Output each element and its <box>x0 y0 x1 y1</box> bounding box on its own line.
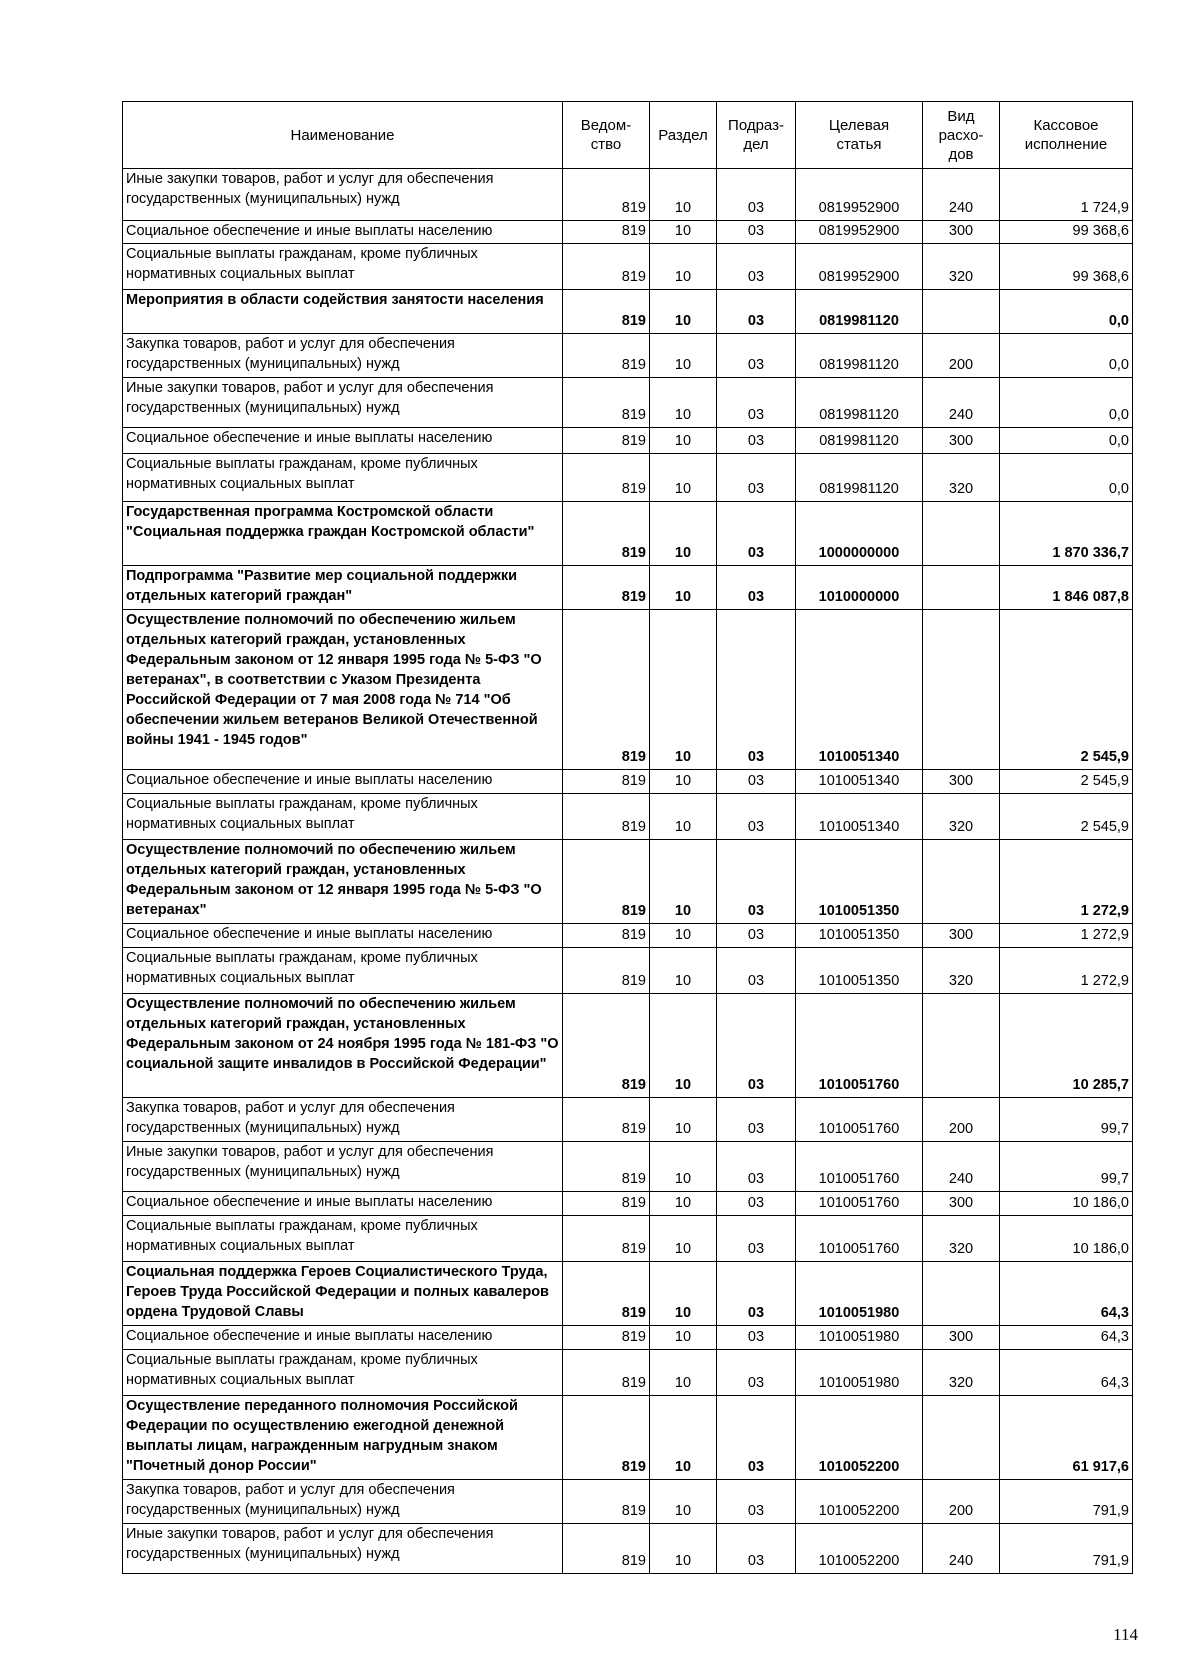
cell-vedomstvo: 819 <box>563 1524 650 1574</box>
table-row <box>123 428 1133 454</box>
cell-razdel: 10 <box>650 1480 717 1524</box>
cell-name <box>123 221 563 244</box>
cell-vedomstvo: 819 <box>563 770 650 794</box>
cell-vid-rashodov: 240 <box>923 1524 1000 1574</box>
cell-razdel: 10 <box>650 794 717 840</box>
cell-vedomstvo: 819 <box>563 1142 650 1192</box>
cell-podrazdel: 03 <box>717 840 796 924</box>
cell-razdel: 10 <box>650 1262 717 1326</box>
cell-kassovoe-ispolnenie: 64,3 <box>1000 1262 1133 1326</box>
cell-name <box>123 428 563 454</box>
cell-name <box>123 169 563 221</box>
cell-podrazdel: 03 <box>717 1262 796 1326</box>
cell-vid-rashodov <box>923 290 1000 334</box>
cell-razdel: 10 <box>650 502 717 566</box>
cell-celevaya-statya: 1010051980 <box>796 1326 923 1350</box>
cell-celevaya-statya: 1010051760 <box>796 1098 923 1142</box>
cell-podrazdel: 03 <box>717 290 796 334</box>
cell-podrazdel: 03 <box>717 1192 796 1216</box>
row-name-text: Социальное обеспечение и иные выплаты населению <box>126 430 493 446</box>
cell-razdel: 10 <box>650 169 717 221</box>
row-name-text: Социальные выплаты гражданам, кроме публичных нормативных социальных выплат <box>126 246 478 282</box>
cell-celevaya-statya: 0819981120 <box>796 290 923 334</box>
cell-vid-rashodov: 240 <box>923 1142 1000 1192</box>
cell-name <box>123 502 563 566</box>
row-name-text: Социальные выплаты гражданам, кроме публичных нормативных социальных выплат <box>126 796 478 832</box>
row-name-text: Иные закупки товаров, работ и услуг для обеспечения государственных (муниципальных) нужд <box>126 380 494 416</box>
row-name-text: Осуществление полномочий по обеспечению жильем отдельных категорий граждан, установленных Федеральным законом от 24 ноября 1995 года № 181-ФЗ "О социальной защите инвалидов в Российской Федерации" <box>126 996 559 1072</box>
cell-celevaya-statya: 0819981120 <box>796 334 923 378</box>
cell-vedomstvo: 819 <box>563 169 650 221</box>
table-row <box>123 794 1133 840</box>
cell-vedomstvo: 819 <box>563 1350 650 1396</box>
table-row <box>123 1098 1133 1142</box>
cell-kassovoe-ispolnenie: 2 545,9 <box>1000 770 1133 794</box>
row-name-text: Социальное обеспечение и иные выплаты населению <box>126 926 493 942</box>
header-vid-rashodov: Вид расхо- дов <box>923 102 1000 169</box>
cell-kassovoe-ispolnenie: 10 186,0 <box>1000 1192 1133 1216</box>
cell-podrazdel: 03 <box>717 334 796 378</box>
cell-name <box>123 454 563 502</box>
row-name-text: Осуществление переданного полномочия Российской Федерации по осуществлению ежегодной денежной выплаты лицам, награжденным нагрудным знаком "Почетный донор России" <box>126 1398 518 1474</box>
cell-vid-rashodov: 300 <box>923 1192 1000 1216</box>
cell-kassovoe-ispolnenie: 61 917,6 <box>1000 1396 1133 1480</box>
cell-razdel: 10 <box>650 244 717 290</box>
cell-kassovoe-ispolnenie: 0,0 <box>1000 428 1133 454</box>
table-row <box>123 502 1133 566</box>
cell-vid-rashodov: 300 <box>923 221 1000 244</box>
header-name: Наименование <box>123 102 563 169</box>
table-row <box>123 610 1133 770</box>
cell-kassovoe-ispolnenie: 0,0 <box>1000 378 1133 428</box>
cell-name <box>123 840 563 924</box>
row-name-text: Иные закупки товаров, работ и услуг для обеспечения государственных (муниципальных) нужд <box>126 1526 494 1562</box>
cell-kassovoe-ispolnenie: 1 846 087,8 <box>1000 566 1133 610</box>
cell-kassovoe-ispolnenie: 99,7 <box>1000 1098 1133 1142</box>
header-vedomstvo: Ведом- ство <box>563 102 650 169</box>
table-body <box>123 169 1133 1574</box>
cell-vedomstvo: 819 <box>563 502 650 566</box>
table-row <box>123 994 1133 1098</box>
table-row <box>123 169 1133 221</box>
cell-razdel: 10 <box>650 1098 717 1142</box>
row-name-text: Социальные выплаты гражданам, кроме публичных нормативных социальных выплат <box>126 950 478 986</box>
cell-vid-rashodov <box>923 840 1000 924</box>
cell-name <box>123 770 563 794</box>
cell-name <box>123 924 563 948</box>
cell-celevaya-statya: 1010052200 <box>796 1480 923 1524</box>
cell-vid-rashodov <box>923 1396 1000 1480</box>
cell-vedomstvo: 819 <box>563 1326 650 1350</box>
cell-celevaya-statya: 1010051760 <box>796 1216 923 1262</box>
cell-name <box>123 794 563 840</box>
cell-celevaya-statya: 1010052200 <box>796 1524 923 1574</box>
cell-podrazdel: 03 <box>717 1098 796 1142</box>
row-name-text: Социальное обеспечение и иные выплаты населению <box>126 772 493 788</box>
cell-vid-rashodov: 240 <box>923 169 1000 221</box>
cell-kassovoe-ispolnenie: 1 272,9 <box>1000 840 1133 924</box>
cell-kassovoe-ispolnenie: 10 186,0 <box>1000 1216 1133 1262</box>
cell-name <box>123 1326 563 1350</box>
table-row <box>123 566 1133 610</box>
cell-vid-rashodov: 300 <box>923 924 1000 948</box>
cell-celevaya-statya: 0819981120 <box>796 378 923 428</box>
cell-vedomstvo: 819 <box>563 244 650 290</box>
cell-podrazdel: 03 <box>717 454 796 502</box>
cell-celevaya-statya: 1010051760 <box>796 1192 923 1216</box>
cell-razdel: 10 <box>650 840 717 924</box>
cell-celevaya-statya: 1010051350 <box>796 840 923 924</box>
table-header-row <box>123 102 1133 169</box>
table-row <box>123 290 1133 334</box>
row-name-text: Осуществление полномочий по обеспечению жильем отдельных категорий граждан, установленных Федеральным законом от 12 января 1995 года № 5-ФЗ "О ветеранах" <box>126 842 542 918</box>
cell-razdel: 10 <box>650 610 717 770</box>
row-name-text: Закупка товаров, работ и услуг для обеспечения государственных (муниципальных) нужд <box>126 1482 455 1518</box>
table-row <box>123 1396 1133 1480</box>
cell-celevaya-statya: 1010051340 <box>796 794 923 840</box>
cell-vedomstvo: 819 <box>563 428 650 454</box>
cell-celevaya-statya: 1010051350 <box>796 924 923 948</box>
cell-razdel: 10 <box>650 924 717 948</box>
cell-name <box>123 1192 563 1216</box>
cell-razdel: 10 <box>650 1326 717 1350</box>
cell-kassovoe-ispolnenie: 64,3 <box>1000 1326 1133 1350</box>
cell-razdel: 10 <box>650 770 717 794</box>
cell-vedomstvo: 819 <box>563 334 650 378</box>
cell-podrazdel: 03 <box>717 770 796 794</box>
cell-celevaya-statya: 0819981120 <box>796 454 923 502</box>
cell-celevaya-statya: 1010052200 <box>796 1396 923 1480</box>
cell-kassovoe-ispolnenie: 99 368,6 <box>1000 244 1133 290</box>
header-celevaya-statya: Целевая статья <box>796 102 923 169</box>
cell-celevaya-statya: 1010051760 <box>796 1142 923 1192</box>
cell-vedomstvo: 819 <box>563 221 650 244</box>
row-name-text: Социальные выплаты гражданам, кроме публичных нормативных социальных выплат <box>126 1352 478 1388</box>
cell-vedomstvo: 819 <box>563 948 650 994</box>
cell-kassovoe-ispolnenie: 0,0 <box>1000 454 1133 502</box>
cell-vid-rashodov: 200 <box>923 334 1000 378</box>
cell-celevaya-statya: 1010051350 <box>796 948 923 994</box>
cell-name <box>123 378 563 428</box>
cell-vedomstvo: 819 <box>563 1192 650 1216</box>
cell-kassovoe-ispolnenie: 2 545,9 <box>1000 794 1133 840</box>
row-name-text: Иные закупки товаров, работ и услуг для обеспечения государственных (муниципальных) нужд <box>126 1144 494 1180</box>
table-row <box>123 334 1133 378</box>
cell-name <box>123 1396 563 1480</box>
cell-razdel: 10 <box>650 290 717 334</box>
cell-kassovoe-ispolnenie: 791,9 <box>1000 1480 1133 1524</box>
table-row <box>123 1350 1133 1396</box>
cell-podrazdel: 03 <box>717 994 796 1098</box>
row-name-text: Мероприятия в области содействия занятости населения <box>126 292 544 308</box>
cell-celevaya-statya: 0819952900 <box>796 221 923 244</box>
row-name-text: Социальные выплаты гражданам, кроме публичных нормативных социальных выплат <box>126 1218 478 1254</box>
cell-vid-rashodov <box>923 1262 1000 1326</box>
cell-kassovoe-ispolnenie: 1 870 336,7 <box>1000 502 1133 566</box>
cell-vedomstvo: 819 <box>563 610 650 770</box>
cell-vid-rashodov: 320 <box>923 454 1000 502</box>
cell-vid-rashodov: 300 <box>923 428 1000 454</box>
cell-razdel: 10 <box>650 334 717 378</box>
cell-celevaya-statya: 1010051340 <box>796 770 923 794</box>
cell-vid-rashodov: 200 <box>923 1480 1000 1524</box>
cell-kassovoe-ispolnenie: 2 545,9 <box>1000 610 1133 770</box>
cell-podrazdel: 03 <box>717 502 796 566</box>
cell-vid-rashodov: 240 <box>923 378 1000 428</box>
cell-razdel: 10 <box>650 994 717 1098</box>
cell-podrazdel: 03 <box>717 1216 796 1262</box>
table-row <box>123 1326 1133 1350</box>
cell-podrazdel: 03 <box>717 610 796 770</box>
table-row <box>123 840 1133 924</box>
cell-name <box>123 1098 563 1142</box>
row-name-text: Закупка товаров, работ и услуг для обеспечения государственных (муниципальных) нужд <box>126 336 455 372</box>
cell-podrazdel: 03 <box>717 1480 796 1524</box>
cell-kassovoe-ispolnenie: 0,0 <box>1000 290 1133 334</box>
cell-razdel: 10 <box>650 1350 717 1396</box>
row-name-text: Подпрограмма "Развитие мер социальной поддержки отдельных категорий граждан" <box>126 568 518 604</box>
table-row <box>123 244 1133 290</box>
cell-name <box>123 1480 563 1524</box>
cell-name <box>123 566 563 610</box>
cell-name <box>123 994 563 1098</box>
cell-name <box>123 1216 563 1262</box>
cell-podrazdel: 03 <box>717 924 796 948</box>
cell-celevaya-statya: 1010051980 <box>796 1262 923 1326</box>
cell-razdel: 10 <box>650 566 717 610</box>
cell-vid-rashodov: 300 <box>923 1326 1000 1350</box>
cell-podrazdel: 03 <box>717 794 796 840</box>
row-name-text: Осуществление полномочий по обеспечению жильем отдельных категорий граждан, установленных Федеральным законом от 12 января 1995 года № 5-ФЗ "О ветеранах", в соответствии с Указом Президента Российской Федерации от 7 мая 2008 года № 714 "Об обеспечении жильем ветеранов Великой Отечественной войны 1941 - 1945 годов" <box>126 612 542 748</box>
cell-celevaya-statya: 1010051760 <box>796 994 923 1098</box>
cell-kassovoe-ispolnenie: 0,0 <box>1000 334 1133 378</box>
cell-name <box>123 948 563 994</box>
cell-celevaya-statya: 1010051980 <box>796 1350 923 1396</box>
page-number: 114 <box>1113 1625 1138 1644</box>
cell-podrazdel: 03 <box>717 1350 796 1396</box>
cell-kassovoe-ispolnenie: 1 724,9 <box>1000 169 1133 221</box>
cell-podrazdel: 03 <box>717 948 796 994</box>
header-kassovoe-ispolnenie: Кассовое исполнение <box>1000 102 1133 169</box>
cell-vedomstvo: 819 <box>563 454 650 502</box>
cell-vid-rashodov: 320 <box>923 794 1000 840</box>
cell-celevaya-statya: 0819981120 <box>796 428 923 454</box>
cell-vid-rashodov: 320 <box>923 948 1000 994</box>
cell-vedomstvo: 819 <box>563 1262 650 1326</box>
cell-podrazdel: 03 <box>717 1396 796 1480</box>
cell-vedomstvo: 819 <box>563 1480 650 1524</box>
cell-vid-rashodov: 300 <box>923 770 1000 794</box>
row-name-text: Государственная программа Костромской области "Социальная поддержка граждан Костромской области" <box>126 504 535 540</box>
row-name-text: Иные закупки товаров, работ и услуг для обеспечения государственных (муниципальных) нужд <box>126 171 494 207</box>
cell-razdel: 10 <box>650 454 717 502</box>
cell-vid-rashodov: 320 <box>923 1216 1000 1262</box>
cell-name <box>123 290 563 334</box>
cell-razdel: 10 <box>650 1192 717 1216</box>
cell-kassovoe-ispolnenie: 64,3 <box>1000 1350 1133 1396</box>
cell-vedomstvo: 819 <box>563 840 650 924</box>
cell-vedomstvo: 819 <box>563 994 650 1098</box>
header-podrazdel: Подраз- дел <box>717 102 796 169</box>
cell-name <box>123 1142 563 1192</box>
budget-table <box>122 101 1133 1574</box>
cell-celevaya-statya: 0819952900 <box>796 169 923 221</box>
cell-kassovoe-ispolnenie: 791,9 <box>1000 1524 1133 1574</box>
cell-podrazdel: 03 <box>717 1326 796 1350</box>
cell-vedomstvo: 819 <box>563 1216 650 1262</box>
table-row <box>123 1216 1133 1262</box>
cell-razdel: 10 <box>650 1216 717 1262</box>
cell-name <box>123 244 563 290</box>
cell-podrazdel: 03 <box>717 428 796 454</box>
cell-name <box>123 1350 563 1396</box>
cell-vid-rashodov: 320 <box>923 1350 1000 1396</box>
cell-vid-rashodov <box>923 566 1000 610</box>
cell-name <box>123 1524 563 1574</box>
cell-podrazdel: 03 <box>717 1142 796 1192</box>
cell-vid-rashodov <box>923 502 1000 566</box>
cell-name <box>123 334 563 378</box>
cell-razdel: 10 <box>650 378 717 428</box>
cell-vedomstvo: 819 <box>563 1098 650 1142</box>
cell-vedomstvo: 819 <box>563 290 650 334</box>
table-row <box>123 1262 1133 1326</box>
table-row <box>123 378 1133 428</box>
cell-celevaya-statya: 1000000000 <box>796 502 923 566</box>
table-row <box>123 770 1133 794</box>
cell-vid-rashodov <box>923 610 1000 770</box>
table-row <box>123 1192 1133 1216</box>
table-row <box>123 454 1133 502</box>
cell-kassovoe-ispolnenie: 99,7 <box>1000 1142 1133 1192</box>
cell-celevaya-statya: 0819952900 <box>796 244 923 290</box>
row-name-text: Социальное обеспечение и иные выплаты населению <box>126 1194 493 1210</box>
row-name-text: Социальная поддержка Героев Социалистического Труда, Героев Труда Российской Федерации и полных кавалеров ордена Трудовой Славы <box>126 1264 549 1320</box>
cell-vid-rashodov: 320 <box>923 244 1000 290</box>
table-row <box>123 948 1133 994</box>
cell-vid-rashodov <box>923 994 1000 1098</box>
table-row <box>123 924 1133 948</box>
row-name-text: Социальное обеспечение и иные выплаты населению <box>126 223 493 239</box>
cell-celevaya-statya: 1010051340 <box>796 610 923 770</box>
cell-razdel: 10 <box>650 428 717 454</box>
table-row <box>123 1142 1133 1192</box>
cell-celevaya-statya: 1010000000 <box>796 566 923 610</box>
cell-vedomstvo: 819 <box>563 378 650 428</box>
cell-kassovoe-ispolnenie: 99 368,6 <box>1000 221 1133 244</box>
cell-podrazdel: 03 <box>717 169 796 221</box>
cell-podrazdel: 03 <box>717 1524 796 1574</box>
cell-podrazdel: 03 <box>717 244 796 290</box>
header-razdel: Раздел <box>650 102 717 169</box>
table-row <box>123 1524 1133 1574</box>
row-name-text: Закупка товаров, работ и услуг для обеспечения государственных (муниципальных) нужд <box>126 1100 455 1136</box>
row-name-text: Социальные выплаты гражданам, кроме публичных нормативных социальных выплат <box>126 456 478 492</box>
table-row <box>123 221 1133 244</box>
cell-vedomstvo: 819 <box>563 1396 650 1480</box>
cell-podrazdel: 03 <box>717 566 796 610</box>
cell-vedomstvo: 819 <box>563 924 650 948</box>
cell-podrazdel: 03 <box>717 221 796 244</box>
cell-kassovoe-ispolnenie: 1 272,9 <box>1000 948 1133 994</box>
cell-vedomstvo: 819 <box>563 566 650 610</box>
cell-razdel: 10 <box>650 221 717 244</box>
cell-razdel: 10 <box>650 948 717 994</box>
cell-kassovoe-ispolnenie: 10 285,7 <box>1000 994 1133 1098</box>
cell-kassovoe-ispolnenie: 1 272,9 <box>1000 924 1133 948</box>
cell-vedomstvo: 819 <box>563 794 650 840</box>
cell-podrazdel: 03 <box>717 378 796 428</box>
cell-name <box>123 610 563 770</box>
cell-razdel: 10 <box>650 1396 717 1480</box>
cell-name <box>123 1262 563 1326</box>
table-row <box>123 1480 1133 1524</box>
cell-razdel: 10 <box>650 1524 717 1574</box>
cell-vid-rashodov: 200 <box>923 1098 1000 1142</box>
row-name-text: Социальное обеспечение и иные выплаты населению <box>126 1328 493 1344</box>
cell-razdel: 10 <box>650 1142 717 1192</box>
